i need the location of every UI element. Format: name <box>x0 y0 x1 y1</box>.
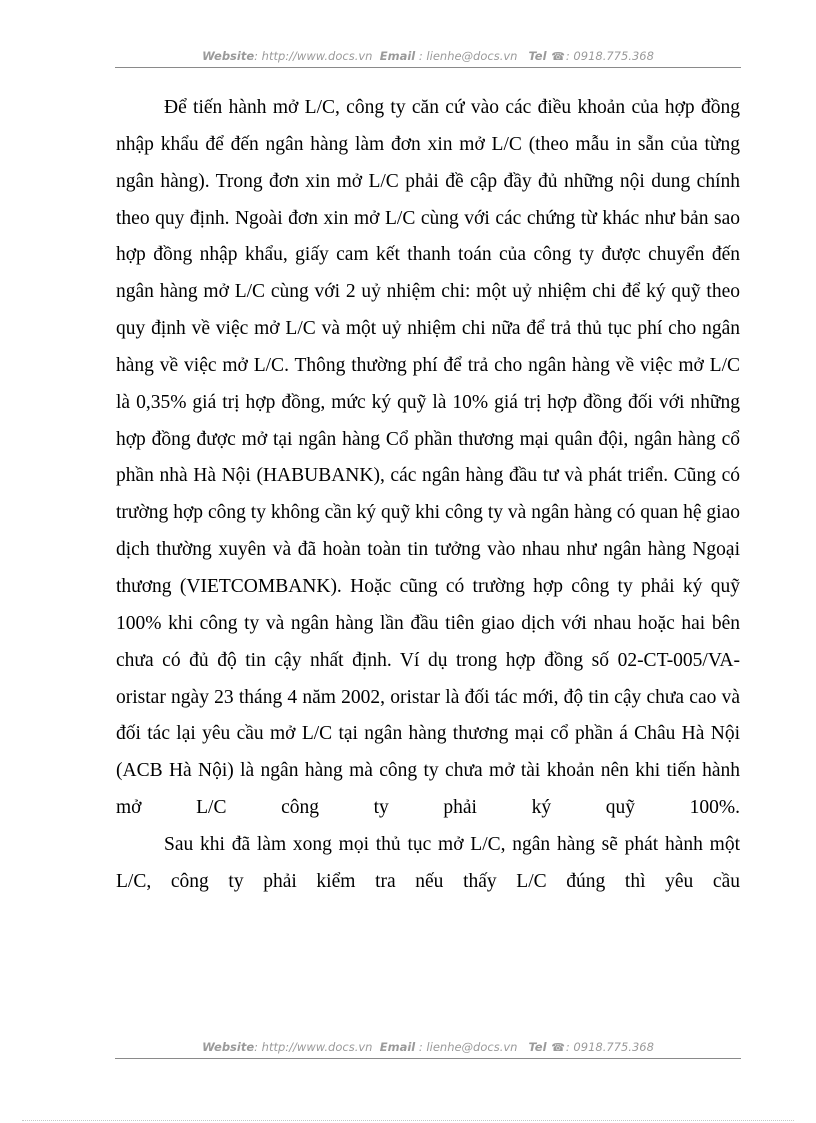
footer-tel-value: : 0918.775.368 <box>565 1040 654 1054</box>
paragraph: Sau khi đã làm xong mọi thủ tục mở L/C, ngân hàng sẽ phát hành một L/C, công ty phải kiểm tra nếu thấy L/C đúng thì yêu cầu <box>116 833 740 892</box>
page-header <box>115 49 741 68</box>
header-tel-value: : 0918.775.368 <box>565 49 654 63</box>
footer-website-label: Website <box>202 1040 255 1054</box>
page-footer <box>115 1040 741 1059</box>
footer-email-value: : lienhe@docs.vn <box>418 1040 518 1054</box>
document-body <box>116 90 740 901</box>
phone-icon: ☎ <box>551 1041 565 1054</box>
footer-tel-label: Tel <box>528 1040 547 1054</box>
footer-email-label: Email <box>379 1040 416 1054</box>
footer-website-value: : http://www.docs.vn <box>254 1040 373 1054</box>
header-website-value: : http://www.docs.vn <box>254 49 373 63</box>
header-tel-label: Tel <box>528 49 547 63</box>
paragraph: Để tiến hành mở L/C, công ty căn cứ vào các điều khoản của hợp đồng nhập khẩu để đến ngân hàng làm đơn xin mở L/C (theo mẫu in sẵn của từng ngân hàng). Trong đơn xin mở L/C phải đề cập đầy đủ những nội dung chính theo quy định. Ngoài đơn xin mở L/C cùng với các chứng từ khác như bản sao hợp đồng nhập khẩu, giấy cam kết thanh toán của công ty được chuyển đến ngân hàng mở L/C cùng với 2 uỷ nhiệm chi: một uỷ nhiệm chi để ký quỹ theo quy định về việc mở L/C và một uỷ nhiệm chi nữa để trả thủ tục phí cho ngân hàng về việc mở L/C. Thông thường phí để trả cho ngân hàng về việc mở L/C là 0,35% giá trị hợp đồng, mức ký quỹ là 10% giá trị hợp đồng đối với những hợp đồng được mở tại ngân hàng Cổ phần thương mại quân đội, ngân hàng cổ phần nhà Hà Nội (HABUBANK), các ngân hàng đầu tư và phát triển. Cũng có trường hợp công ty không cần ký quỹ khi công ty và ngân hàng có quan hệ giao dịch thường xuyên và đã hoàn toàn tin tưởng vào nhau như ngân hàng Ngoại thương (VIETCOMBANK). Hoặc cũng có trường hợp công ty phải ký quỹ 100% khi công ty và ngân hàng lần đầu tiên giao dịch với nhau hoặc hai bên chưa có đủ độ tin cậy nhất định. Ví dụ trong hợp đồng số 02-CT-005/VA- <box>116 97 740 671</box>
header-email-value: : lienhe@docs.vn <box>418 49 518 63</box>
paragraph: oristar ngày 23 tháng 4 năm 2002, oristar là đối tác mới, độ tin cậy chưa cao và đối tác lại yêu cầu mở L/C tại ngân hàng thương mại cổ phần á Châu Hà Nội (ACB Hà Nội) là ngân hàng mà công ty chưa mở tài khoản nên khi tiến hành mở L/C công ty phải ký quỹ 100%. <box>116 686 740 819</box>
header-website-label: Website <box>202 49 255 63</box>
phone-icon: ☎ <box>551 50 565 63</box>
page-bottom-divider <box>22 1120 794 1121</box>
header-email-label: Email <box>379 49 416 63</box>
